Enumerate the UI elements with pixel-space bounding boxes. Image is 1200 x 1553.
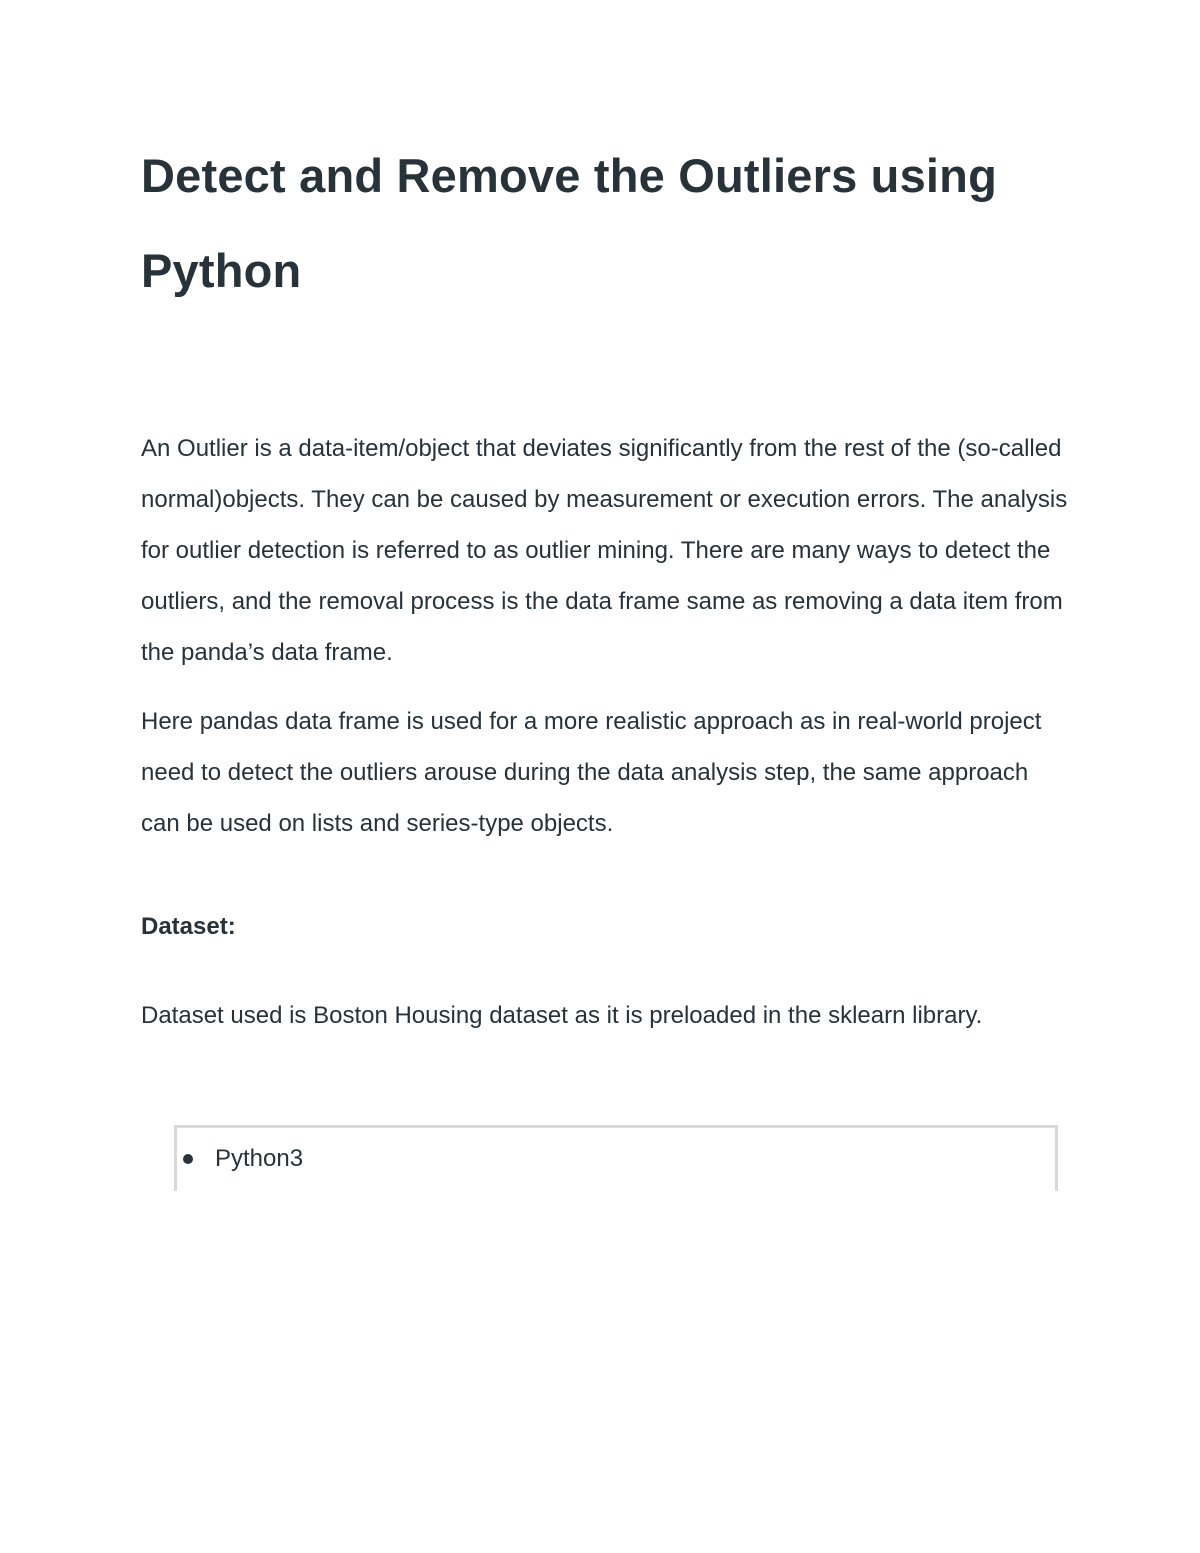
intro-paragraph: An Outlier is a data-item/object that deviates significantly from the rest of the (so-called normal)objects. They can be caused by measurement or execution errors. The analysis for outlier detection is referred to as outlier mining. There are many ways to detect the outliers, and the removal process is the data frame same as removing a data item from the panda’s data frame.	[141, 435, 1068, 666]
tab-python3[interactable]	[183, 1142, 303, 1176]
bullet-icon	[183, 1154, 193, 1164]
approach-paragraph: Here pandas data frame is used for a more realistic approach as in real-world project need to detect the outliers arouse during the data analysis step, the same approach can be used on lists and series-type objects.	[141, 708, 1042, 837]
article-title: Detect and Remove the Outliers using Python	[141, 149, 997, 297]
dataset-heading: Dataset:	[141, 913, 236, 940]
dataset-paragraph: Dataset used is Boston Housing dataset as it is preloaded in the sklearn library.	[141, 1002, 983, 1029]
tab-label: Python3	[215, 1145, 304, 1172]
code-block	[174, 1125, 1058, 1191]
